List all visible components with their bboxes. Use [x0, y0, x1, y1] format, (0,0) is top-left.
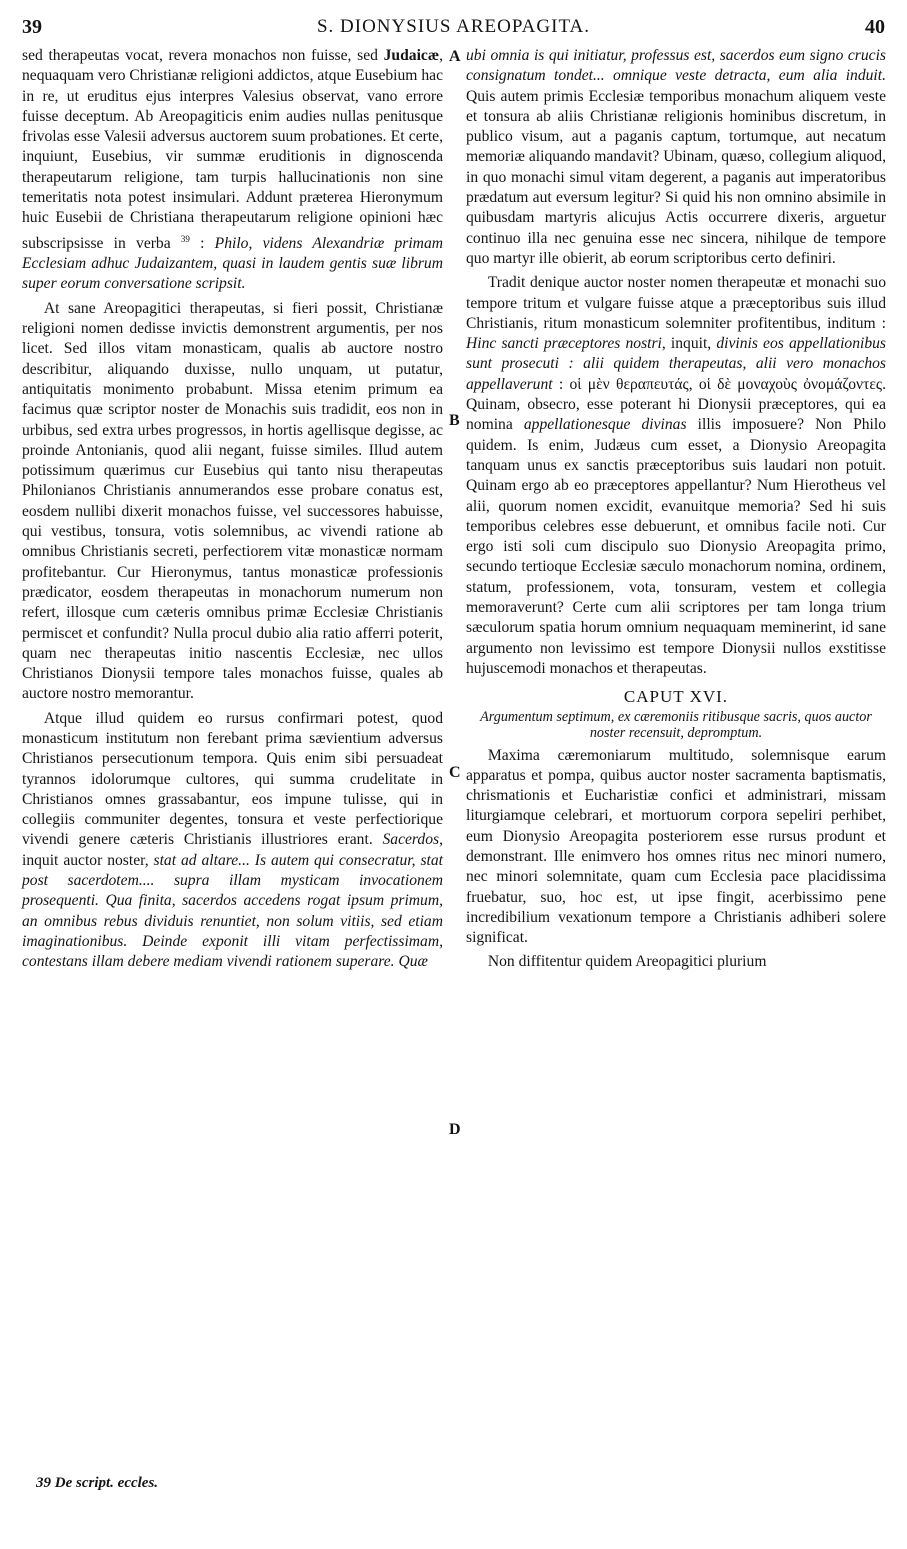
- left-column: [22, 46, 443, 977]
- text-run: illis imposuere? Non Philo quidem. Is enim, Judæus cum esset, a Dionysio Areopagita tanquam unus ex sanctis præceptoribus suis laudari non potuit. Quinam ergo ab eo præceptores appellantur? Num Hierotheus vel alii, quorum nomen excidit, evanuitque memoria? Sed hi suis temporibus celebres esse debuerunt, et omnibus facile noti. Cur ergo isti soli cum discipulo suo Dionysio Areopagita primo, secundo tertioque Ecclesiæ sæculo monachorum nomina, ordinem, statum, professionem, vota, tonsuram, vestem et collegia memoraverunt? Certe cum alii scriptores per tam longa trium sæculorum spatia horum omnium nequaquam meminerint, id sane argumento non levissimo est tempore Dionysii nullos exstitisse hujuscemodi monachos et therapeutas.: [466, 416, 886, 677]
- page-number-right: 40: [865, 16, 885, 38]
- text-run: Sacerdos: [382, 831, 440, 849]
- text-run: , inquit auctor noster,: [22, 831, 443, 869]
- margin-letter: B: [449, 412, 460, 429]
- text-run: Quis autem primis Ecclesiæ temporibus monachum aliquem veste et tonsura ab aliis Christianæ religionis hominibus discretum, in publico visum, aut a paganis captum, tortumque, aut necatum memoriæ aliquando mandavit? Ubinam, quæso, collegium aliquod, in quo monachi simul vitam degerent, a paganis aut imperatoribus prædatum aut eversum legitur? Si quid his non omnino absimile in quibusdam martyris alicujus Actis occurrere dixeris, arguetur continuo illa nec genuina esse nec sincera, nihilque de tempore quo martyr ille obierit, ab eorum scriptoribus certo definiri.: [466, 87, 886, 267]
- paragraph: [22, 46, 443, 295]
- text-run: :: [189, 234, 215, 252]
- footnote: 39 De script. eccles.: [36, 1475, 159, 1491]
- margin-letter: D: [449, 1121, 461, 1138]
- paragraph: Non diffitentur quidem Areopagitici plurium: [487, 953, 767, 971]
- text-run: ubi omnia is qui initiatur, professus est, sacerdos eum signo crucis consignatum tondet... omnique veste detracta, eum alia induit.: [466, 47, 886, 85]
- text-run: appellationesque divinas: [523, 416, 687, 434]
- chapter-subheading: Argumentum septimum, ex cæremoniis ritibusque sacris, quos auctor noster recensuit, depromptum.: [480, 708, 872, 741]
- text-run: Hinc sancti præceptores nostri: [466, 335, 662, 353]
- footnote-ref: 39: [180, 233, 190, 244]
- running-header: [22, 16, 885, 42]
- text-run: Atque illud quidem eo rursus confirmari potest, quod monasticum institutum non ferebant prima sævientium adversus Christianos persecutionum tempora. Quis enim sibi persuadeat tyrannos idolorumque cultores, qui summa crudelitate in Christianos omnes grassabantur, eos impune tulisse, qui in collegiis communiter degentes, tonsura et veste perfectiorique vivendi genere cæteris Christianis illustriores erant.: [22, 709, 443, 849]
- text-run: Tradit denique auctor noster nomen therapeutæ et monachi suo tempore tritum et vulgare fuisse atque a præceptoribus suis illud Christianis, ritum monasticum solemniter profitentibus, inditum :: [466, 274, 886, 332]
- text-run: stat ad altare... Is autem qui consecratur, stat post sacerdotem.... supra illam mysticam invocationem prosequenti. Qua finita, sacerdos accedens rogat ipsum primum, an omnibus rebus dividuis renuntiet, non solum vitiis, sed etiam imaginationibus. Deinde exponit illi vitam perfectissimam, contestans illam debere mediam vivendi rationem superare. Quæ: [22, 851, 444, 971]
- text-run: sed therapeutas vocat, revera monachos non fuisse, sed: [22, 47, 384, 64]
- text-run: , inquit,: [661, 335, 717, 353]
- paragraph: [466, 273, 886, 679]
- text-run: Philo, videns Alexandriæ primam Ecclesiam adhuc Judaizantem, quasi in laudem gentis suæ librum super eorum conversatione scripsit.: [22, 234, 443, 293]
- text-run: , nequaquam vero Christianæ religioni addictos, atque Eusebium hac in re, ut eruditus ejus interpres Valesius observat, vano errore fuisse deceptum. Ab Areopagiticis enim audies nullas penitusque frivolas esse Valesii adversus auctorem suum probationes. Et certe, inquiunt, Eusebius, vir summæ eruditionis in dignoscenda therapeutarum religione, tam turpis hallucinationis non sine temeritatis nota potest insimulari. Addunt præterea Hieronymum huic Eusebii de Christiana therapeutarum religione opinioni hæc subscripsisse in verba: [22, 47, 443, 252]
- paragraph: At sane Areopagitici therapeutas, si fieri possit, Christianæ religioni nomen dedisse invictis demonstrent argumentis, per nos licet. Sed illos vitam monasticam, qualis ab auctore nostro describitur, aliquando duxisse, nullo unquam, ut putatur, antiquitatis monimento probabunt. Missa etenim primum ea facimus quæ scriptor noster de Monachis suis tradidit, eos non in urbibus, sed extra urbes progressos, in hortis agellisque degisse, ac proinde Antonianis, quod alii negant, fuisse similes. Illud autem potissimum quærimus cur Eusebius qui tanto nisu therapeutas Philonianos Christianis annumerandos esse probare conatus est, eosdem nullibi dixerit monachos fuisse, vel successores habuisse, qui vestibus, tonsura, votis solemnibus, ac vivendi ratione ab omnibus Christianis secreti, perfectiorem vitæ monasticæ normam profitebantur. Cur Hieronymus, tantus monasticæ professionis prædicator, eosdem therapeutas in monachorum numerum non refert, illosque cum cæteris omnibus primæ Ecclesiæ Christianis permiscet et confundit? Nulla procul dubio alia ratio afferri poterit, quam nec therapeutas initio nascentis Ecclesiæ, nec ullos Christianos Dionysii tempore tales monachos fuisse, quales ab auctore nostro memorantur.: [22, 299, 443, 703]
- chapter-heading: CAPUT XVI.: [623, 687, 729, 707]
- text-run: : οἱ μὲν θεραπευτάς, οἱ δὲ μοναχοὺς ὀνομάζοντες. Quinam, obsecro, esse poterant hi Dionysii præceptores, qui ea nomina: [466, 375, 886, 434]
- paragraph: [22, 709, 443, 973]
- running-title: S. DIONYSIUS AREOPAGITA.: [316, 16, 591, 37]
- page-number-left: 39: [22, 16, 42, 38]
- paragraph: Maxima cæremoniarum multitudo, solemnisque earum apparatus et pompa, quibus auctor noster sacramenta baptismatis, chrismationis et Eucharistiæ confici et administrari, missam liturgiamque celebrari, et mortuorum corpora sepeliri perhibet, eum Dionysio Areopagita posteriorem esse rursus produnt et demonstrant. Ille enimvero hos omnes ritus nec minori numero, nec minori solemnitate, quam cum Ecclesia pace placidissima fruebatur, suo, hoc est, ut ipse fingit, acerbissimo pene incredibilium vexationum tempore a Christianis adhiberi solere significat.: [466, 746, 886, 947]
- right-column: [466, 46, 886, 977]
- text-run: Judaicæ: [383, 47, 440, 64]
- margin-letter: A: [449, 48, 461, 65]
- text-run: divinis eos appellationibus sunt prosecuti : alii quidem therapeutas, alii vero monachos appellaverunt: [466, 335, 886, 393]
- paragraph: [466, 46, 886, 269]
- margin-letter: C: [449, 764, 461, 781]
